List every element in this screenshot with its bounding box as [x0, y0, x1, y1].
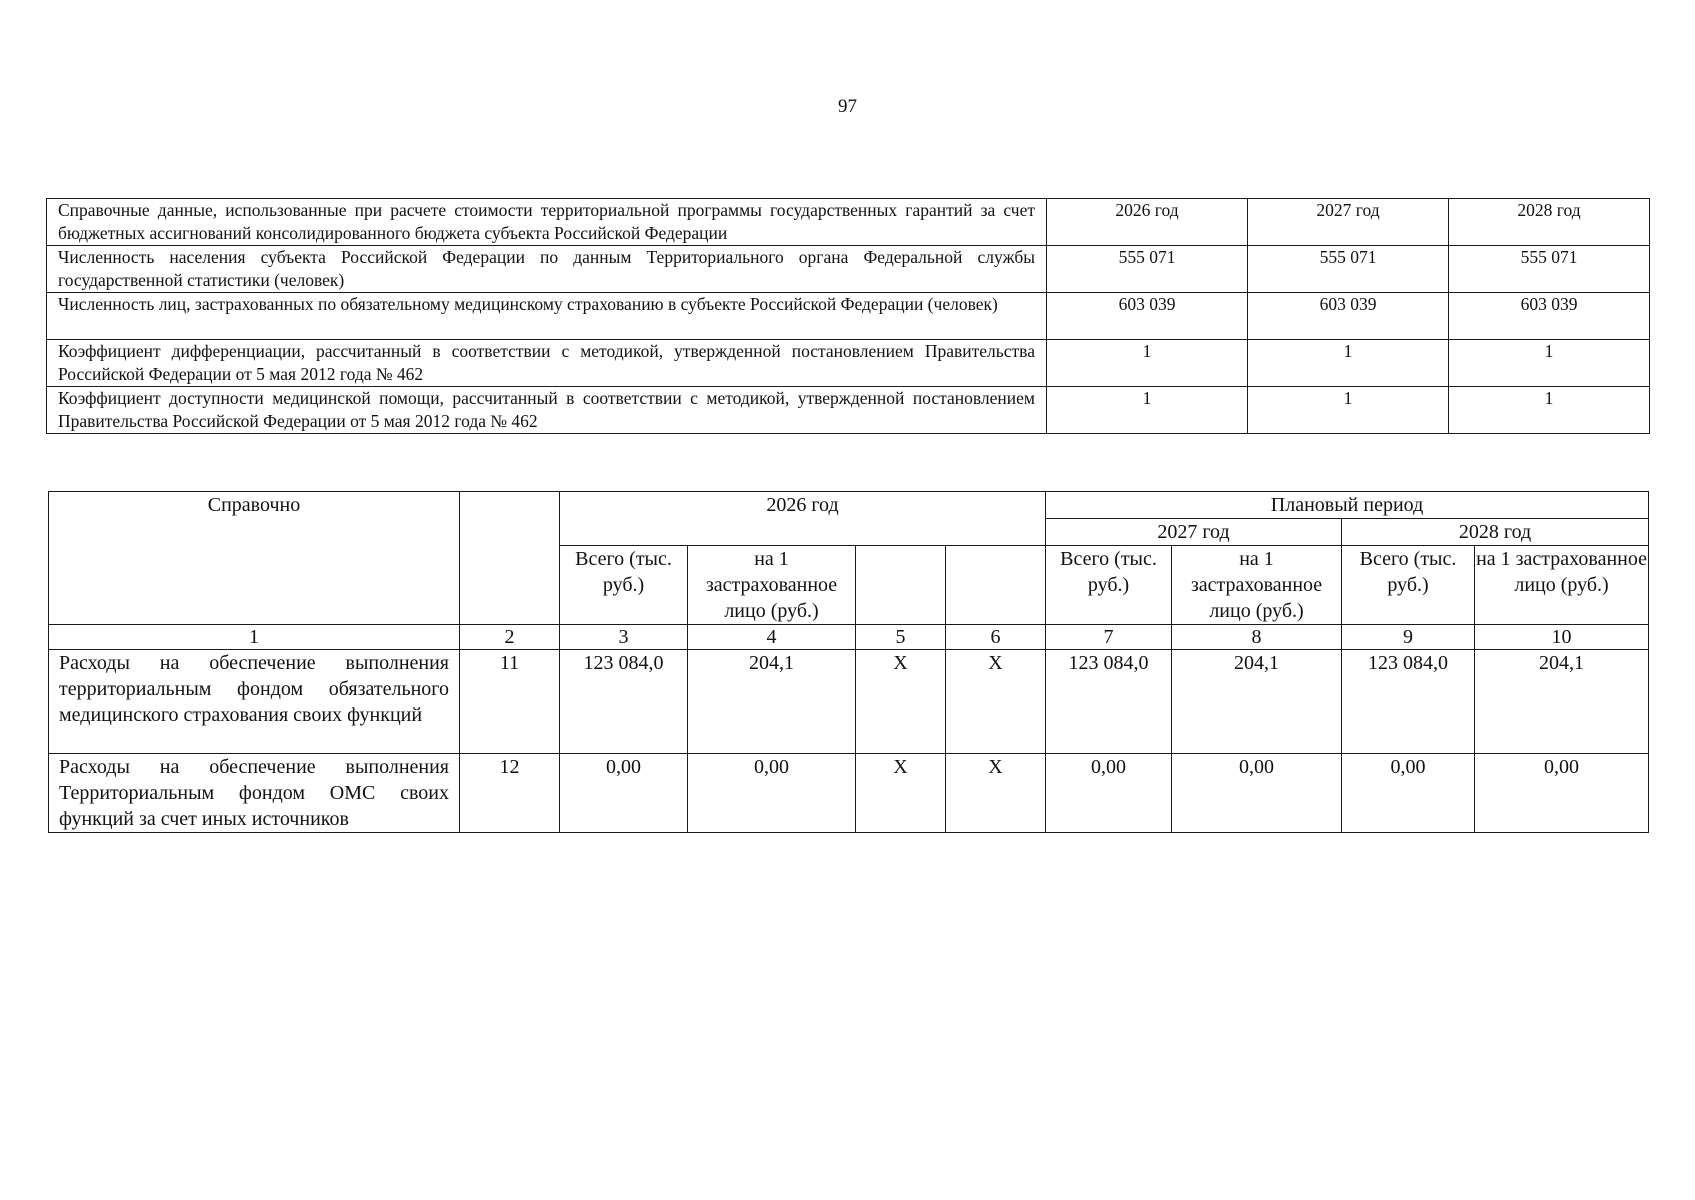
cell-value: 603 039 — [1248, 293, 1449, 340]
cell-value: 0,00 — [1172, 754, 1342, 833]
total-2027-header: Всего (тыс. руб.) — [1046, 546, 1172, 625]
cell-value: Х — [856, 754, 946, 833]
expense-table — [48, 491, 1649, 833]
row-code: 11 — [460, 650, 560, 754]
reference-header-label: Справочные данные, использованные при расчете стоимости территориальной программы государственных гарантий за счет бюджетных ассигнований консолидированного бюджета субъекта Российской Федерации — [47, 199, 1047, 246]
column-number: 9 — [1342, 625, 1475, 650]
cell-value: 123 084,0 — [560, 650, 688, 754]
column-number: 2 — [460, 625, 560, 650]
cell-value: 603 039 — [1449, 293, 1650, 340]
table-header-row — [49, 492, 1649, 519]
column-number: 6 — [946, 625, 1046, 650]
row-label: Расходы на обеспечение выполнения территориальным фондом обязательного медицинского страхования своих функций — [49, 650, 460, 754]
per-insured-2028-header: на 1 застрахованное лицо (руб.) — [1475, 546, 1649, 625]
empty-column-header — [856, 546, 946, 625]
column-number: 7 — [1046, 625, 1172, 650]
cell-value: 1 — [1248, 387, 1449, 434]
row-code: 12 — [460, 754, 560, 833]
column-number: 3 — [560, 625, 688, 650]
column-number: 10 — [1475, 625, 1649, 650]
row-label: Расходы на обеспечение выполнения Территориальным фондом ОМС своих функций за счет иных источников — [49, 754, 460, 833]
row-label: Численность населения субъекта Российской Федерации по данным Территориального органа Федеральной службы государственной статистики (человек) — [47, 246, 1047, 293]
cell-value: 555 071 — [1449, 246, 1650, 293]
cell-value: 123 084,0 — [1342, 650, 1475, 754]
year-2027-group-header: 2027 год — [1046, 519, 1342, 546]
cell-value: 0,00 — [688, 754, 856, 833]
per-insured-2026-header: на 1 застрахованное лицо (руб.) — [688, 546, 856, 625]
reference-data-table — [46, 198, 1650, 434]
cell-value: 204,1 — [1475, 650, 1649, 754]
total-2028-header: Всего (тыс. руб.) — [1342, 546, 1475, 625]
total-2026-header: Всего (тыс. руб.) — [560, 546, 688, 625]
year-2028-group-header: 2028 год — [1342, 519, 1649, 546]
cell-value: 1 — [1248, 340, 1449, 387]
column-number: 5 — [856, 625, 946, 650]
planning-period-header: Плановый период — [1046, 492, 1649, 519]
cell-value: 204,1 — [1172, 650, 1342, 754]
row-label: Коэффициент дифференциации, рассчитанный в соответствии с методикой, утвержденной постановлением Правительства Российской Федерации от 5 мая 2012 года № 462 — [47, 340, 1047, 387]
cell-value: 555 071 — [1047, 246, 1248, 293]
page-number: 97 — [838, 96, 857, 117]
year-2027-header: 2027 год — [1248, 199, 1449, 246]
year-2026-header: 2026 год — [1047, 199, 1248, 246]
cell-value: 1 — [1449, 340, 1650, 387]
column-number: 8 — [1172, 625, 1342, 650]
table-row — [47, 246, 1650, 293]
cell-value: 0,00 — [1475, 754, 1649, 833]
cell-value: 0,00 — [560, 754, 688, 833]
cell-value: Х — [946, 754, 1046, 833]
table-row — [47, 293, 1650, 340]
cell-value: 123 084,0 — [1046, 650, 1172, 754]
cell-value: Х — [856, 650, 946, 754]
code-column-header — [460, 492, 560, 625]
table-row — [49, 650, 1649, 754]
cell-value: 0,00 — [1342, 754, 1475, 833]
year-2026-group-header: 2026 год — [560, 492, 1046, 546]
row-label: Коэффициент доступности медицинской помощи, рассчитанный в соответствии с методикой, утвержденной постановлением Правительства Российской Федерации от 5 мая 2012 года № 462 — [47, 387, 1047, 434]
cell-value: 555 071 — [1248, 246, 1449, 293]
column-number: 4 — [688, 625, 856, 650]
table-row — [49, 754, 1649, 833]
column-numbers-row — [49, 625, 1649, 650]
empty-column-header — [946, 546, 1046, 625]
table-header-row — [47, 199, 1650, 246]
table-row — [47, 387, 1650, 434]
reference-column-header: Справочно — [49, 492, 460, 625]
table-row — [47, 340, 1650, 387]
cell-value: 0,00 — [1046, 754, 1172, 833]
cell-value: 1 — [1047, 340, 1248, 387]
year-2028-header: 2028 год — [1449, 199, 1650, 246]
cell-value: 603 039 — [1047, 293, 1248, 340]
cell-value: 1 — [1047, 387, 1248, 434]
column-number: 1 — [49, 625, 460, 650]
cell-value: 204,1 — [688, 650, 856, 754]
cell-value: Х — [946, 650, 1046, 754]
cell-value: 1 — [1449, 387, 1650, 434]
per-insured-2027-header: на 1 застрахованное лицо (руб.) — [1172, 546, 1342, 625]
row-label: Численность лиц, застрахованных по обязательному медицинскому страхованию в субъекте Российской Федерации (человек) — [47, 293, 1047, 340]
